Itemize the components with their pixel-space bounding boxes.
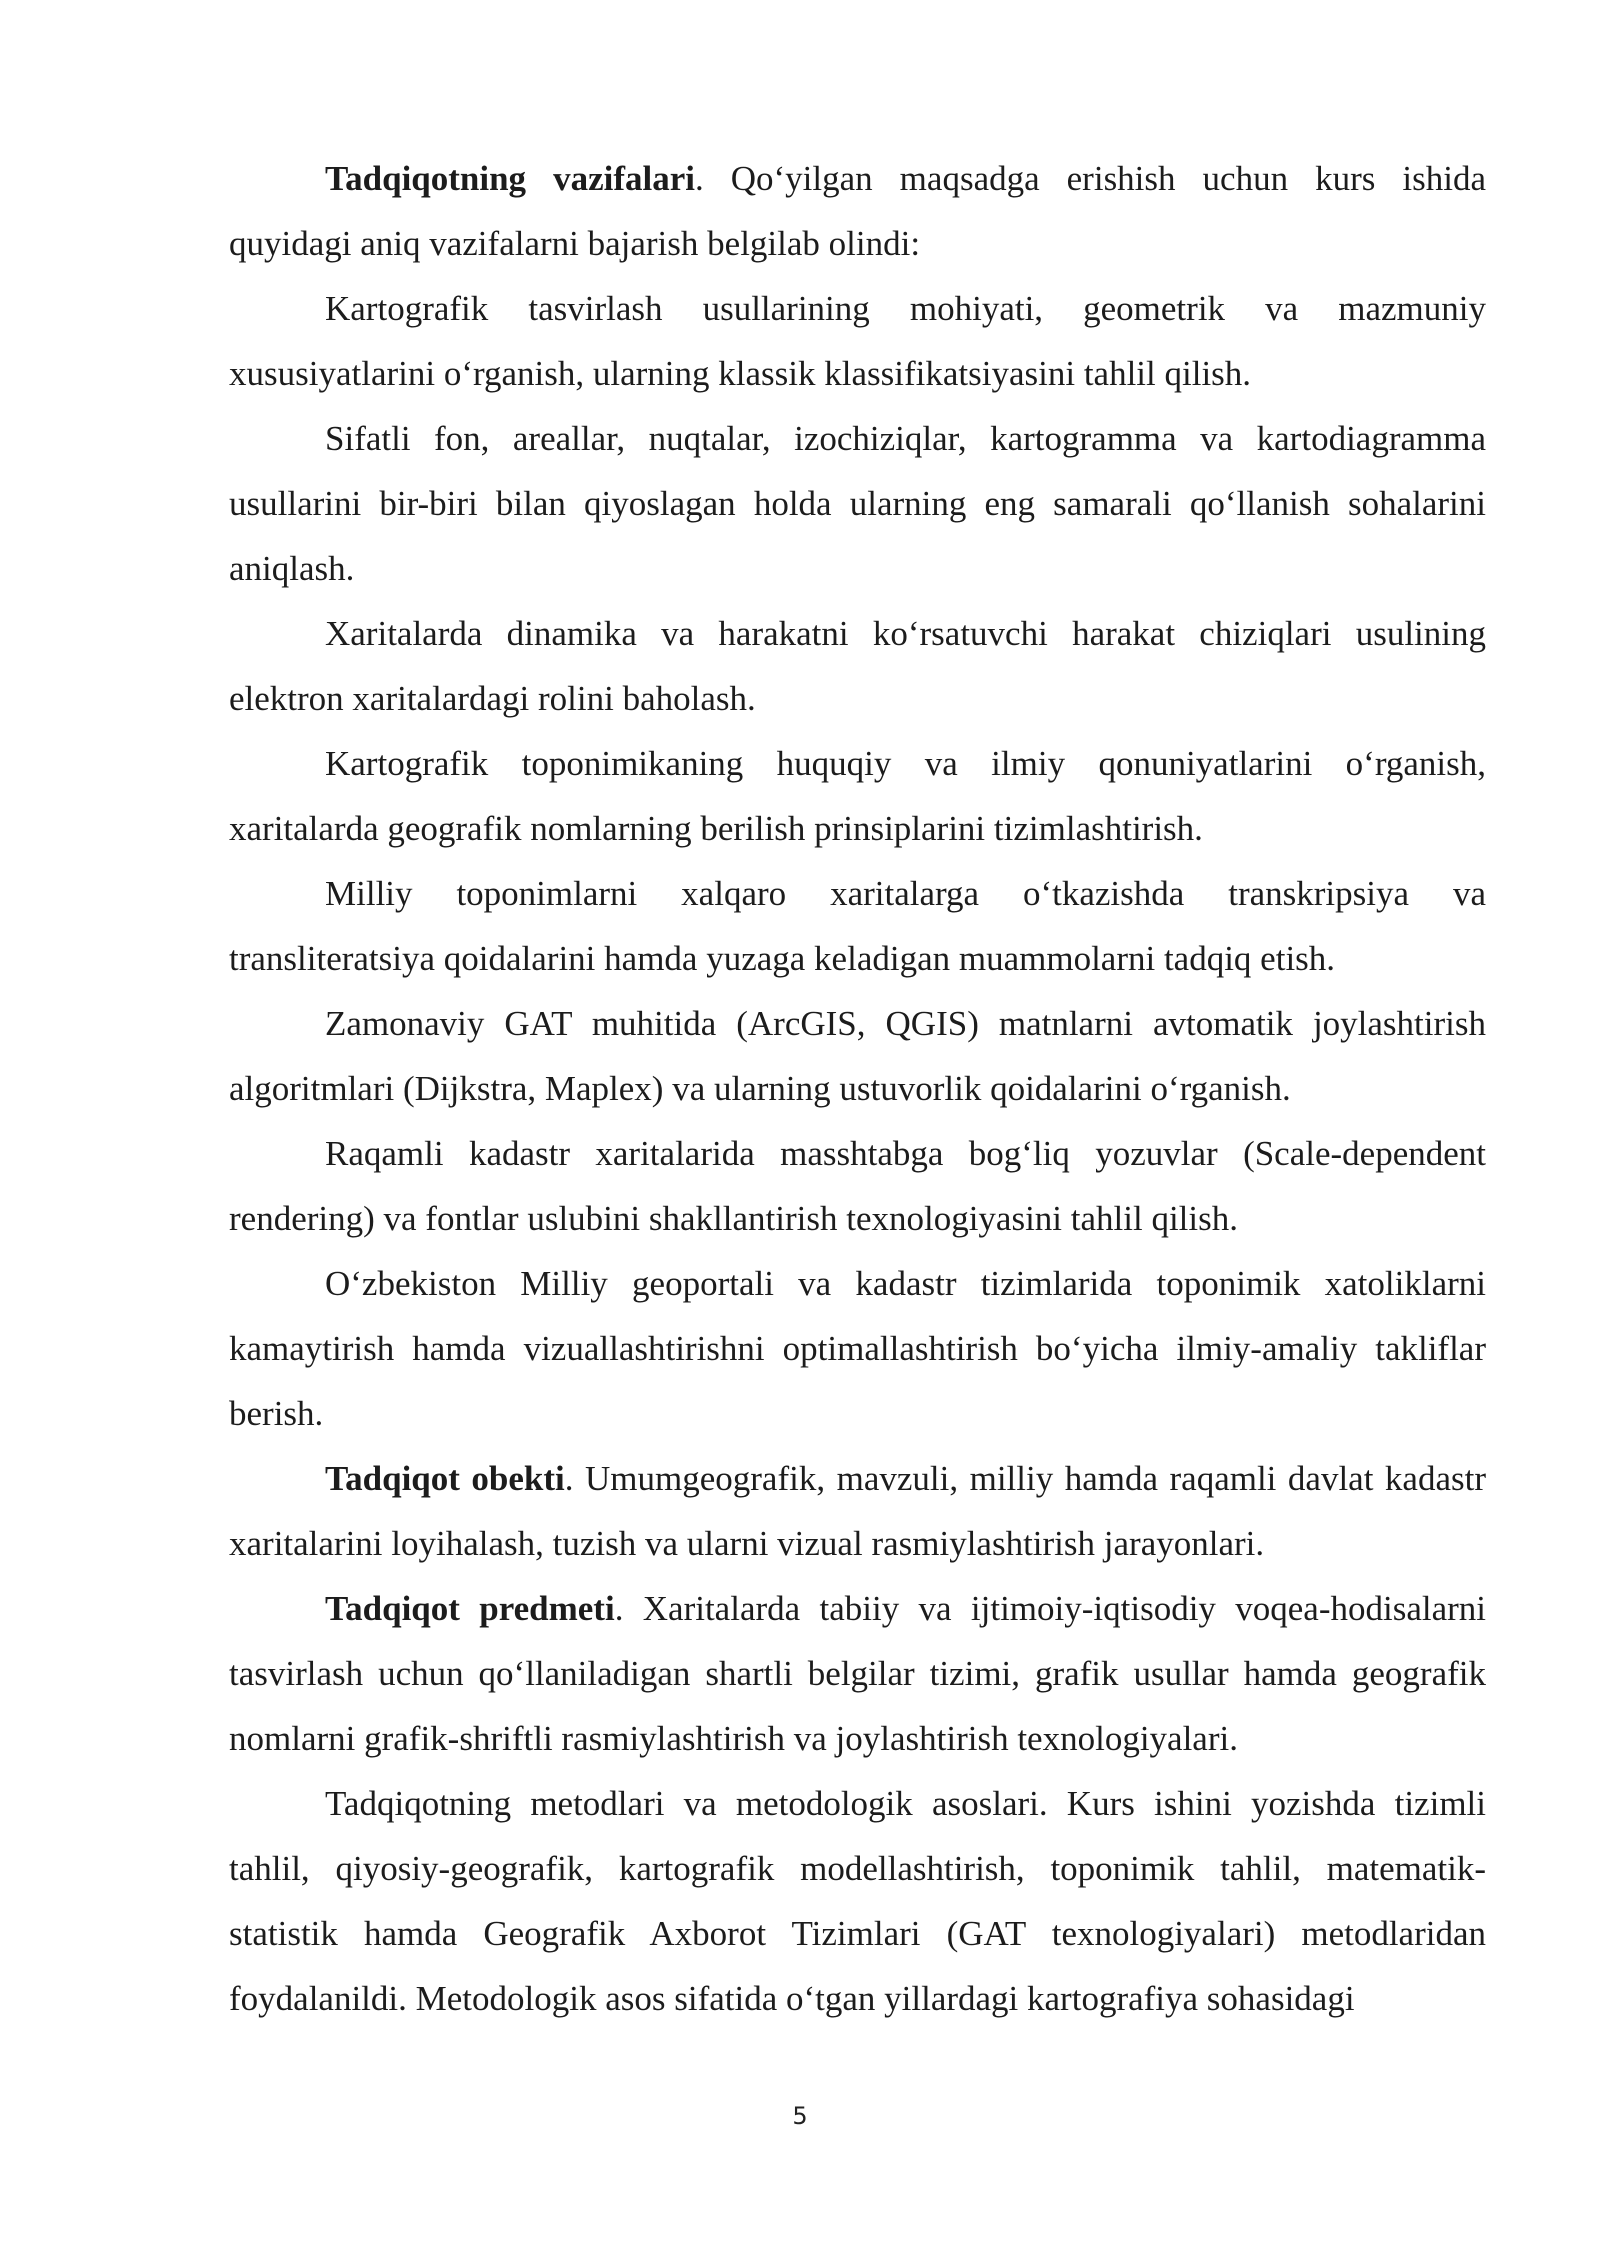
paragraph-task-1 bbox=[229, 276, 1486, 406]
paragraph-lead: Tadqiqotning vazifalari bbox=[325, 159, 695, 198]
paragraph-text: . Umumgeografik, mavzuli, milliy hamda raqamli davlat kadastr xaritalarini loyihalash, tuzish va ularni vizual rasmiylashtirish jarayonlari. bbox=[229, 1459, 1486, 1563]
paragraph-methods bbox=[229, 1771, 1486, 2031]
paragraph-task-5 bbox=[229, 861, 1486, 991]
paragraph-task-4 bbox=[229, 731, 1486, 861]
paragraph-text: Xaritalarda dinamika va harakatni ko‘rsatuvchi harakat chiziqlari usulining elektron xaritalardagi rolini baholash. bbox=[229, 614, 1486, 718]
paragraph-text: O‘zbekiston Milliy geoportali va kadastr tizimlarida toponimik xatoliklarni kamaytirish hamda vizuallashtirishni optimallashtirish bo‘yicha ilmiy-amaliy takliflar berish. bbox=[229, 1264, 1486, 1433]
paragraph-text: Raqamli kadastr xaritalarida masshtabga bog‘liq yozuvlar (Scale-dependent rendering) va fontlar uslubini shakllantirish texnologiyasini tahlil qilish. bbox=[229, 1134, 1486, 1238]
paragraph-task-3 bbox=[229, 601, 1486, 731]
paragraph-lead: Tadqiqot obekti bbox=[325, 1459, 565, 1498]
paragraph-text: . Qo‘yilgan maqsadga erishish uchun kurs ishida quyidagi aniq vazifalarni bajarish belgilab olindi: bbox=[229, 159, 1486, 263]
paragraph-text: Kartografik tasvirlash usullarining mohiyati, geometrik va mazmuniy xususiyatlarini o‘rganish, ularning klassik klassifikatsiyasini tahlil qilish. bbox=[229, 289, 1486, 393]
paragraph-task-7 bbox=[229, 1121, 1486, 1251]
paragraph-lead: Tadqiqot predmeti bbox=[325, 1589, 615, 1628]
paragraph-research-object bbox=[229, 1446, 1486, 1576]
paragraph-text: Tadqiqotning metodlari va metodologik asoslari. Kurs ishini yozishda tizimli tahlil, qiyosiy-geografik, kartografik modellashtirish, toponimik tahlil, matematik-statistik hamda Geografik Axborot Tizimlari (GAT texnologiyalari) metodlaridan foydalanildi. Metodologik asos sifatida o‘tgan yillardagi kartografiya sohasidagi bbox=[229, 1784, 1486, 2018]
paragraph-task-2 bbox=[229, 406, 1486, 601]
paragraph-task-8 bbox=[229, 1251, 1486, 1446]
paragraph-research-subject bbox=[229, 1576, 1486, 1771]
paragraph-task-6 bbox=[229, 991, 1486, 1121]
document-body bbox=[229, 146, 1486, 2031]
paragraph-text: Milliy toponimlarni xalqaro xaritalarga o‘tkazishda transkripsiya va transliteratsiya qoidalarini hamda yuzaga keladigan muammolarni tadqiq etish. bbox=[229, 874, 1486, 978]
paragraph-text: Kartografik toponimikaning huquqiy va ilmiy qonuniyatlarini o‘rganish, xaritalarda geografik nomlarning berilish prinsiplarini tizimlashtirish. bbox=[229, 744, 1486, 848]
paragraph-tasks-intro bbox=[229, 146, 1486, 276]
page-number: 5 bbox=[792, 2102, 808, 2130]
paragraph-text: Zamonaviy GAT muhitida (ArcGIS, QGIS) matnlarni avtomatik joylashtirish algoritmlari (Dijkstra, Maplex) va ularning ustuvorlik qoidalarini o‘rganish. bbox=[229, 1004, 1486, 1108]
paragraph-text: Sifatli fon, areallar, nuqtalar, izochiziqlar, kartogramma va kartodiagramma usullarini bir-biri bilan qiyoslagan holda ularning eng samarali qo‘llanish sohalarini aniqlash. bbox=[229, 419, 1486, 588]
paragraph-text: . Xaritalarda tabiiy va ijtimoiy-iqtisodiy voqea-hodisalarni tasvirlash uchun qo‘llaniladigan shartli belgilar tizimi, grafik usullar hamda geografik nomlarni grafik-shriftli rasmiylashtirish va joylashtirish texnologiyalari. bbox=[229, 1589, 1486, 1758]
